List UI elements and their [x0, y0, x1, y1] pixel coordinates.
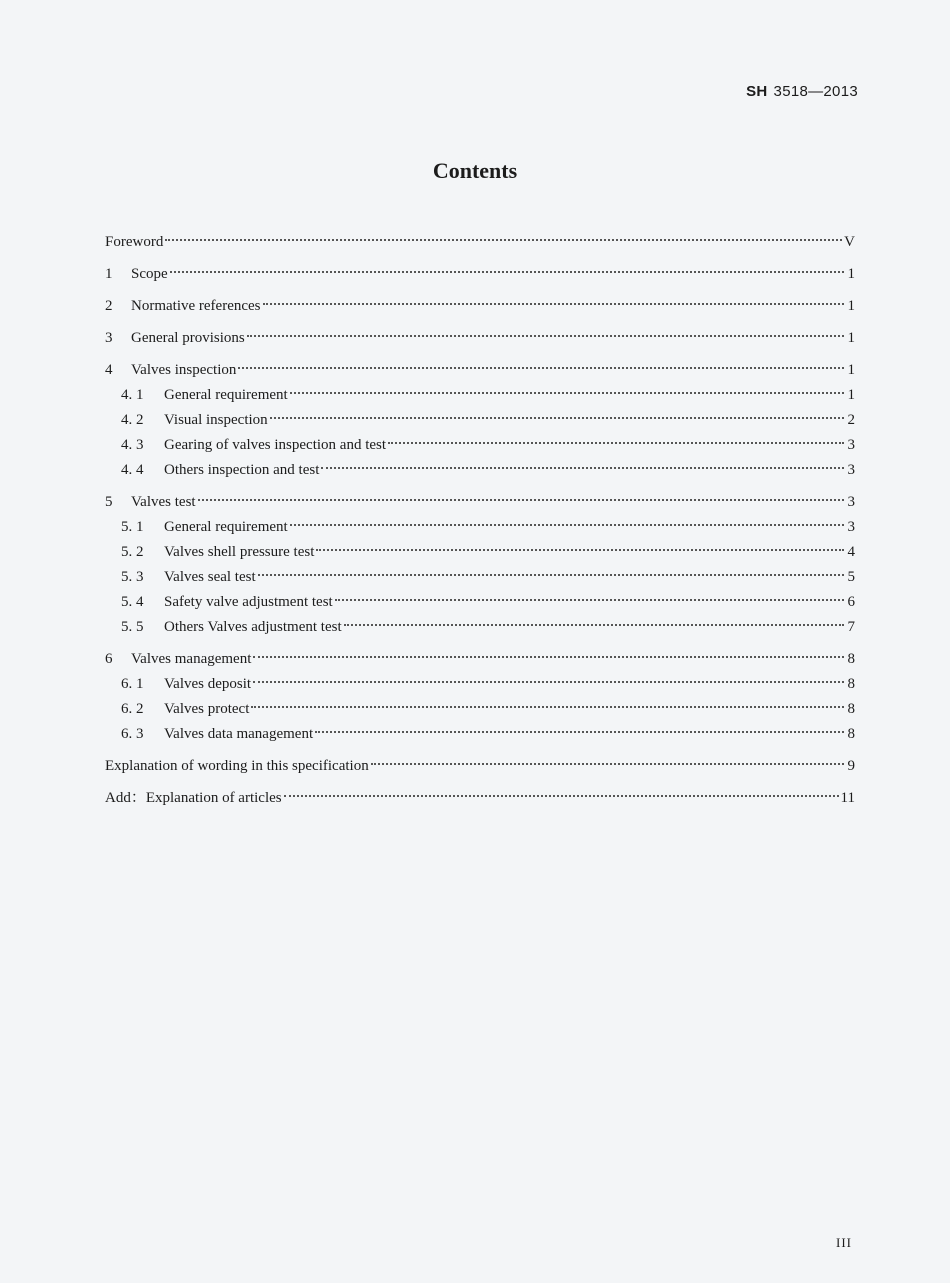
toc-entry[interactable] — [105, 230, 855, 255]
toc-entry-number: 4. 4 — [121, 462, 144, 478]
toc-entry-label: Valves data management — [164, 726, 314, 742]
toc-entry-label: General requirement — [164, 519, 288, 535]
dot-leader — [284, 795, 839, 797]
toc-entry-page: 2 — [847, 412, 855, 428]
toc-entry-page: 8 — [847, 651, 855, 667]
dot-leader — [316, 549, 844, 551]
toc-entry-label: Valves shell pressure test — [164, 544, 315, 560]
dot-leader — [371, 763, 844, 765]
toc-entry[interactable] — [105, 565, 855, 590]
dot-leader — [290, 392, 844, 394]
toc-entry-label: General requirement — [164, 387, 288, 403]
toc-entry-page: 8 — [847, 676, 855, 692]
toc-entry-page: 1 — [847, 266, 855, 282]
toc-entry-label: Add：Explanation of articles — [105, 790, 282, 806]
toc-entry[interactable] — [105, 540, 855, 565]
dot-leader — [198, 499, 844, 501]
toc-entry-label: General provisions — [131, 330, 245, 346]
dot-leader — [388, 442, 844, 444]
dot-leader — [253, 681, 844, 683]
toc-entry-label: Scope — [131, 266, 168, 282]
standard-code-prefix: SH — [746, 83, 768, 100]
standard-code-number: 3518—2013 — [773, 83, 858, 100]
standard-code — [746, 83, 858, 100]
toc-entry-page: V — [844, 234, 855, 250]
toc-entry-number: 4. 2 — [121, 412, 144, 428]
toc-entry-number: 5. 1 — [121, 519, 144, 535]
toc-entry-page: 11 — [840, 790, 855, 806]
toc-entry-number: 4. 3 — [121, 437, 144, 453]
toc-entry-page: 1 — [847, 387, 855, 403]
toc-entry-page: 8 — [847, 701, 855, 717]
toc-entry[interactable] — [105, 262, 855, 287]
toc-entry-number: 5. 5 — [121, 619, 144, 635]
toc-entry-label: Valves management — [131, 651, 252, 667]
toc-entry-page: 9 — [847, 758, 855, 774]
toc-entry-label: Valves seal test — [164, 569, 256, 585]
toc-entry-page: 8 — [847, 726, 855, 742]
toc-entry-number: 6 — [105, 651, 113, 667]
toc-entry[interactable] — [105, 722, 855, 747]
toc-entry-page: 3 — [847, 437, 855, 453]
toc-entry-label: Others Valves adjustment test — [164, 619, 342, 635]
toc-entry[interactable] — [105, 458, 855, 483]
toc-entry[interactable] — [105, 647, 855, 672]
toc-entry[interactable] — [105, 383, 855, 408]
toc-entry[interactable] — [105, 358, 855, 383]
dot-leader — [253, 656, 844, 658]
toc-entry-label: Visual inspection — [164, 412, 268, 428]
toc-entry-number: 3 — [105, 330, 113, 346]
toc-entry-number: 5 — [105, 494, 113, 510]
toc-entry-number: 5. 4 — [121, 594, 144, 610]
dot-leader — [321, 467, 844, 469]
toc-entry[interactable] — [105, 490, 855, 515]
toc-entry-number: 5. 3 — [121, 569, 144, 585]
toc-entry-page: 3 — [847, 494, 855, 510]
toc-entry[interactable] — [105, 515, 855, 540]
toc-entry[interactable] — [105, 786, 855, 811]
toc-entry-label: Valves inspection — [131, 362, 237, 378]
dot-leader — [344, 624, 844, 626]
toc-entry-number: 1 — [105, 266, 113, 282]
dot-leader — [238, 367, 844, 369]
page-title: Contents — [432, 158, 518, 183]
toc-entry-number: 6. 3 — [121, 726, 144, 742]
dot-leader — [251, 706, 844, 708]
page-number: III — [836, 1235, 852, 1250]
toc-entry-page: 3 — [847, 462, 855, 478]
toc-entry-number: 4. 1 — [121, 387, 144, 403]
table-of-contents — [105, 230, 855, 811]
toc-entry[interactable] — [105, 326, 855, 351]
toc-entry-label: Gearing of valves inspection and test — [164, 437, 387, 453]
toc-entry-number: 6. 1 — [121, 676, 144, 692]
toc-entry-label: Valves protect — [164, 701, 250, 717]
dot-leader — [290, 524, 844, 526]
toc-entry[interactable] — [105, 433, 855, 458]
dot-leader — [263, 303, 844, 305]
dot-leader — [170, 271, 844, 273]
toc-entry-page: 1 — [847, 298, 855, 314]
toc-entry-label: Normative references — [131, 298, 261, 314]
toc-entry-label: Valves deposit — [164, 676, 252, 692]
toc-entry-label: Safety valve adjustment test — [164, 594, 333, 610]
toc-entry-number: 5. 2 — [121, 544, 144, 560]
toc-entry[interactable] — [105, 672, 855, 697]
toc-entry-label: Explanation of wording in this specification — [105, 758, 369, 774]
toc-entry-label: Others inspection and test — [164, 462, 320, 478]
toc-entry[interactable] — [105, 697, 855, 722]
dot-leader — [270, 417, 844, 419]
toc-entry-page: 7 — [847, 619, 855, 635]
toc-entry-number: 4 — [105, 362, 113, 378]
toc-entry[interactable] — [105, 408, 855, 433]
dot-leader — [247, 335, 844, 337]
toc-entry-label: Foreword — [105, 234, 164, 250]
dot-leader — [315, 731, 844, 733]
dot-leader — [335, 599, 844, 601]
toc-entry[interactable] — [105, 754, 855, 779]
toc-entry-page: 6 — [847, 594, 855, 610]
toc-entry[interactable] — [105, 615, 855, 640]
toc-entry-page: 1 — [847, 330, 855, 346]
toc-entry[interactable] — [105, 590, 855, 615]
toc-entry-page: 4 — [847, 544, 855, 560]
toc-entry-page: 1 — [847, 362, 855, 378]
toc-entry-page: 5 — [847, 569, 855, 585]
toc-entry-number: 6. 2 — [121, 701, 144, 717]
dot-leader — [258, 574, 844, 576]
toc-entry-page: 3 — [847, 519, 855, 535]
toc-entry[interactable] — [105, 294, 855, 319]
toc-entry-number: 2 — [105, 298, 113, 314]
toc-entry-label: Valves test — [131, 494, 196, 510]
dot-leader — [165, 239, 842, 241]
